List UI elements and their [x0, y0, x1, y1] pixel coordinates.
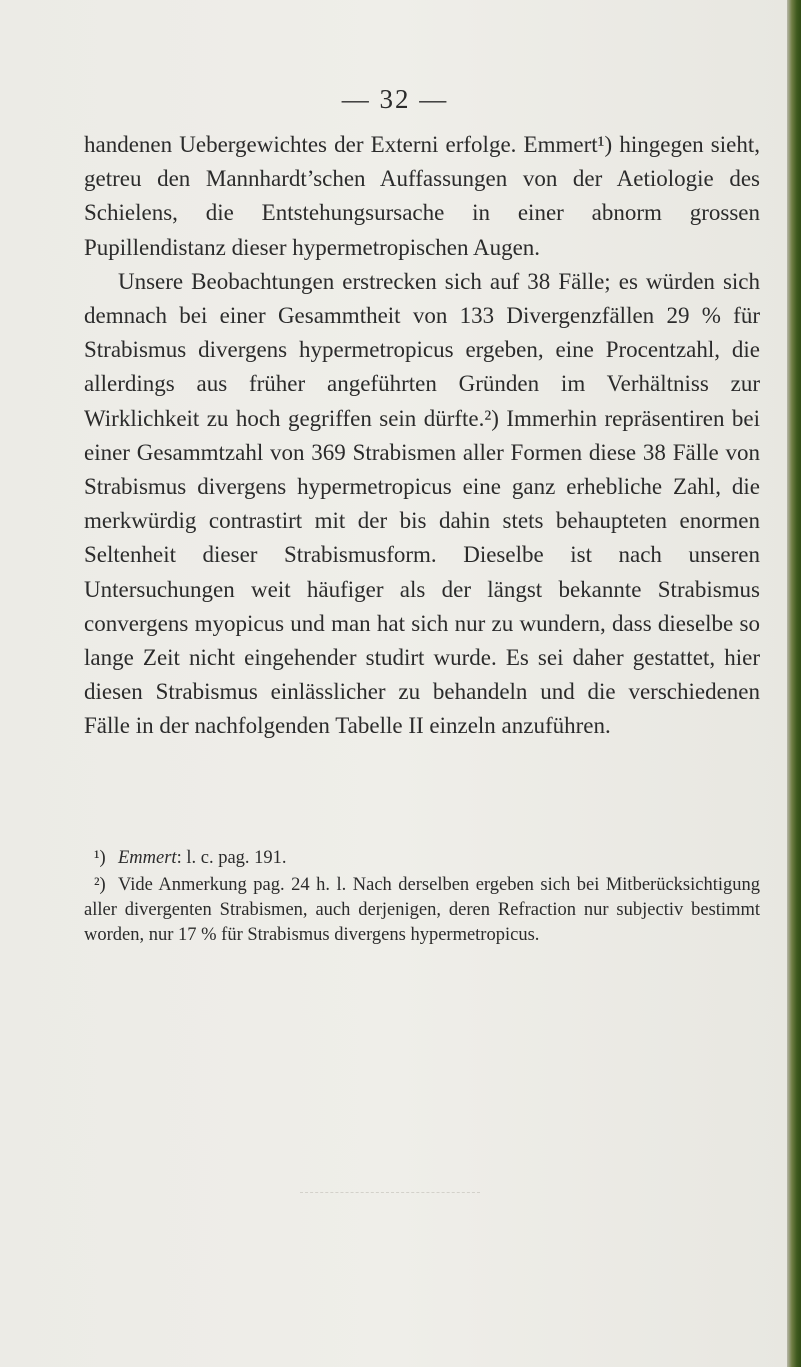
- footnote-1-author: Emmert: [118, 848, 177, 868]
- footnote-1-mark: ¹): [94, 848, 106, 868]
- footnote-2-mark: ²): [94, 875, 106, 895]
- footnotes: [84, 846, 760, 948]
- footnote-2-text: Vide Anmerkung pag. 24 h. l. Nach derselben ergeben sich bei Mitberücksichtigung aller divergenten Strabismen, auch derjenigen, deren Refraction nur subjectiv bestimmt worden, nur 17 % für Strabismus divergens hypermetropicus.: [84, 875, 760, 945]
- footnote-1-text: : l. c. pag. 191.: [176, 848, 287, 868]
- page-number: — 32 —: [341, 84, 449, 114]
- footnote-1: [84, 846, 760, 871]
- body-text: [84, 128, 760, 744]
- footnote-2: [84, 873, 760, 948]
- page-edge: [787, 0, 801, 1367]
- page-smudge: [300, 1192, 480, 1199]
- paragraph-2: Unsere Beobachtungen erstrecken sich auf 38 Fälle; es würden sich demnach bei einer Gesammtheit von 133 Divergenzfällen 29 % für Strabismus divergens hypermetropicus ergeben, eine Procentzahl, die allerdings aus früher angeführten Gründen im Verhältniss zur Wirklichkeit zu hoch gegriffen sein dürfte.²) Immerhin repräsentiren bei einer Gesammtzahl von 369 Strabismen aller Formen diese 38 Fälle von Strabismus divergens hypermetropicus eine ganz erhebliche Zahl, die merkwürdig contrastirt mit der bis dahin stets behaupteten enormen Seltenheit dieser Strabismusform. Dieselbe ist nach unseren Untersuchungen weit häufiger als der längst bekannte Strabismus convergens myopicus und man hat sich nur zu wundern, dass dieselbe so lange Zeit nicht eingehender studirt wurde. Es sei daher gestattet, hier diesen Strabismus einlässlicher zu behandeln und die verschiedenen Fälle in der nachfolgenden Tabelle II einzeln anzuführen.: [84, 268, 760, 739]
- paragraph-1: handenen Uebergewichtes der Externi erfolge. Emmert¹) hingegen sieht, getreu den Mannhardt’schen Auffassungen von der Aetiologie des Schielens, die Entstehungsursache in einer abnorm grossen Pupillendistanz dieser hypermetropischen Augen.: [84, 132, 760, 260]
